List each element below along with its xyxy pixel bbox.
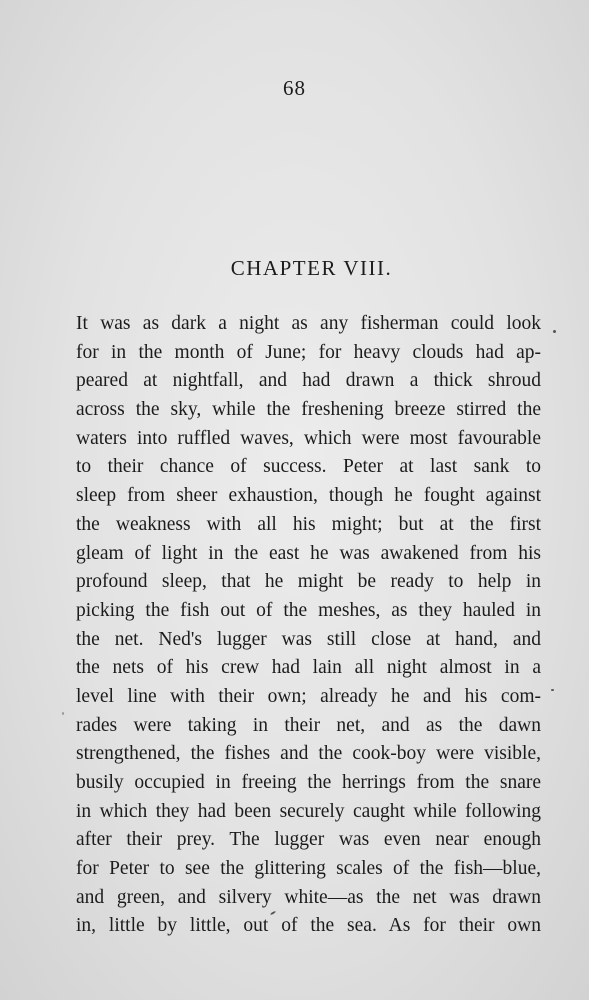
text-line: the nets of his crew had lain all night almost in a bbox=[76, 657, 541, 679]
text-line: after their prey. The lugger was even near enough bbox=[76, 829, 541, 851]
text-line: the net. Ned's lugger was still close at hand, and bbox=[76, 628, 541, 650]
text-line: to their chance of success. Peter at last sank to bbox=[76, 456, 541, 478]
text-line: rades were taking in their net, and as the dawn bbox=[76, 714, 541, 736]
text-line: for Peter to see the glittering scales of the fish—blue, bbox=[76, 858, 541, 880]
text-line: waters into ruffled waves, which were most favourable bbox=[76, 427, 541, 449]
text-line: strengthened, the fishes and the cook-boy were visible, bbox=[76, 743, 541, 765]
ink-speck bbox=[551, 689, 554, 691]
text-line: gleam of light in the east he was awakened from his bbox=[76, 542, 541, 564]
text-line: It was as dark a night as any fisherman could look bbox=[76, 313, 541, 334]
text-line: in which they had been securely caught while following bbox=[76, 800, 541, 822]
text-line: level line with their own; already he and his com- bbox=[76, 685, 541, 707]
text-line: in, little by little, out of the sea. As for their own bbox=[76, 915, 541, 937]
text-line: busily occupied in freeing the herrings from the snare bbox=[76, 772, 541, 793]
text-line: and green, and silvery white—as the net was drawn bbox=[76, 886, 541, 908]
text-line: picking the fish out of the meshes, as they hauled in bbox=[76, 599, 541, 621]
text-line: for in the month of June; for heavy clouds had ap- bbox=[76, 341, 541, 363]
text-line: sleep from sheer exhaustion, though he fought against bbox=[76, 485, 541, 507]
text-line: the weakness with all his might; but at the first bbox=[76, 513, 541, 535]
ink-speck bbox=[62, 712, 64, 715]
page-number: 68 bbox=[283, 76, 306, 100]
text-line: profound sleep, that he might be ready to help in bbox=[76, 571, 541, 593]
text-line: across the sky, while the freshening breeze stirred the bbox=[76, 399, 541, 421]
body-text bbox=[76, 310, 541, 941]
chapter-heading: CHAPTER VIII. bbox=[230, 256, 393, 280]
ink-speck bbox=[553, 330, 556, 333]
text-line: peared at nightfall, and had drawn a thick shroud bbox=[76, 370, 541, 392]
